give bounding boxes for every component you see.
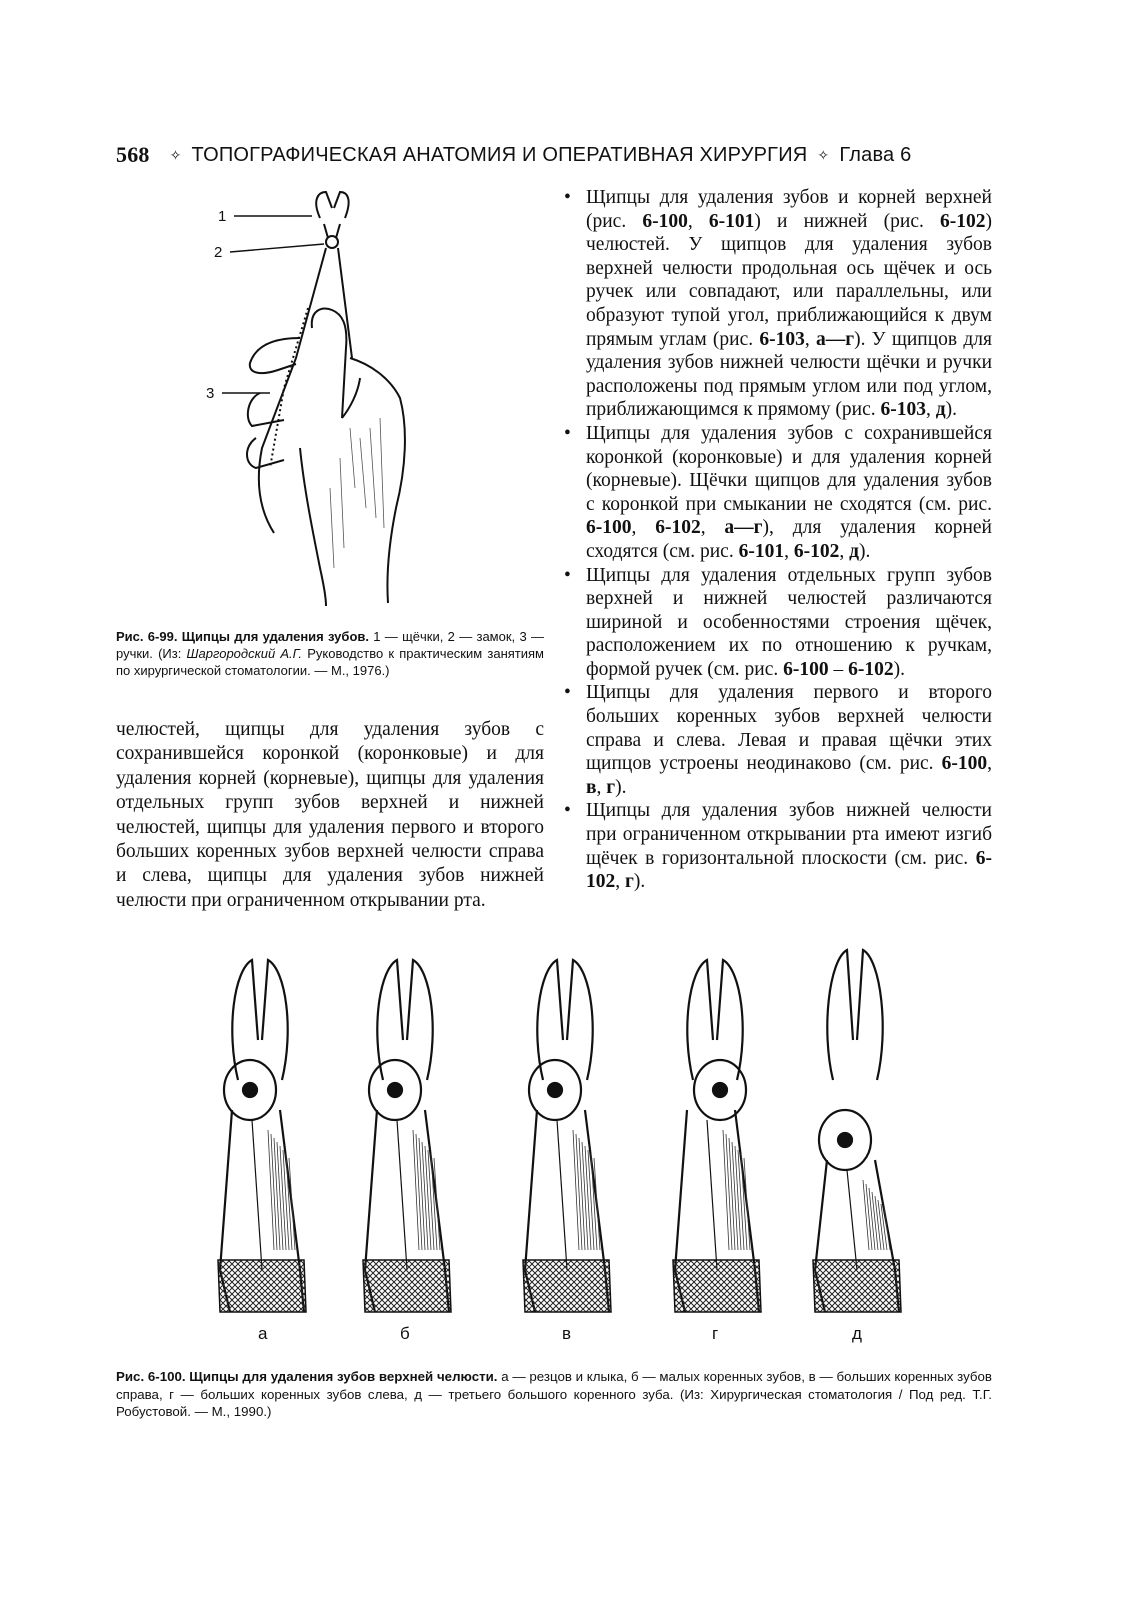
figure-reference: 6-103 [880, 399, 926, 421]
figure-reference: 6-100 [642, 210, 688, 232]
forceps-d [813, 950, 901, 1312]
caption-text: а — резцов и клыка, б — малых коренных зубов, в — больших коренных зубов справа, г — больших коренных зубов слева, д — третьего большого коренного зуба. (Из: Хирургическая стоматология / Под ред. Т.Г. Робустовой. — М., 1990.) [116, 1369, 992, 1419]
figure-reference: 6-101 [708, 210, 755, 232]
list-item-text: Щипцы для удаления зубов нижней челюсти при ограниченном открывании рта имеют изгиб щёчек в горизонтальной плоскости (см. рис. [586, 800, 992, 869]
figure-panel-letter: г [712, 1324, 719, 1343]
figure-panel-letter: б [400, 1324, 410, 1343]
figure-label-3: 3 [206, 385, 215, 402]
figure-reference: а—г [816, 328, 855, 350]
forceps-g [673, 960, 761, 1312]
figure-reference: 6-100 [586, 517, 632, 539]
chapter-label: Глава 6 [839, 143, 912, 166]
list-item [562, 422, 992, 564]
list-item-text: Щипцы для удаления первого и второго больших коренных зубов верхней челюсти справа и слева. Левая и правая щёчки этих щипцов устроены неодинаково (см. рис. [586, 682, 992, 775]
list-item-text: ), для удаления корней сходятся (см. рис. [586, 517, 992, 562]
list-item [562, 681, 992, 799]
forceps-a [218, 960, 306, 1312]
list-item-text: ). [893, 658, 905, 680]
figure-label-1: 1 [218, 208, 227, 225]
figure-reference: 6-102 [940, 210, 986, 232]
list-item [562, 186, 992, 422]
figure-reference: д [935, 399, 946, 421]
list-item-text: , [687, 210, 709, 232]
caption-author: Шаргородский А.Г. [186, 646, 303, 661]
figure-label-2: 2 [214, 244, 223, 261]
book-title: ТОПОГРАФИЧЕСКАЯ АНАТОМИЯ И ОПЕРАТИВНАЯ ХИРУРГИЯ [191, 143, 808, 166]
list-item-text: , [839, 540, 850, 562]
list-item-text: Щипцы для удаления отдельных групп зубов верхней и нижней челюстей различаются шириной и особенностями строения щёчек, расположением их по отношению к ручкам, формой ручек (см. рис. [586, 564, 992, 680]
list-item-text: ) и нижней (рис. [754, 210, 940, 232]
caption-source: Руководство к практическим занятиям по хирургической стоматологии. — М., 1976.) [116, 646, 544, 678]
list-item-text: ). [858, 540, 871, 562]
list-item-text: , [596, 776, 607, 798]
forceps-drawings [190, 940, 1000, 1320]
list-item-text: , [631, 517, 656, 539]
figure-reference: 6-100 [941, 753, 988, 775]
list-item-text: ). [633, 871, 646, 893]
caption-title: Рис. 6-100. Щипцы для удаления зубов верхней челюсти. [116, 1369, 498, 1384]
figure-reference: 6-101 [738, 540, 785, 562]
list-item-text: , [987, 753, 992, 775]
diamond-separator-icon: ✧ [817, 146, 830, 163]
list-item-text: ) челюстей. У щипцов для удаления зубов верхней челюсти продольная ось щёчек и ось ручек или совпадают, или параллельны, или образуют тупой угол, приближающийся к двум прямым углам (рис. [586, 210, 992, 350]
list-item [562, 799, 992, 893]
figure-panel-letter: в [562, 1324, 572, 1343]
caption-text: 1 — щёчки, 2 — замок, 3 — ручки. (Из: [116, 629, 544, 661]
figure-reference: 6-102 [655, 517, 701, 539]
diamond-separator-icon: ✧ [169, 146, 182, 163]
figure-reference: 6-103 [759, 328, 805, 350]
figure-6-100-caption [116, 1368, 992, 1421]
list-item-text: , [925, 399, 936, 421]
figure-reference: г [606, 776, 616, 798]
list-item-text: Щипцы для удаления зубов и корней верхней (рис. [586, 187, 992, 232]
figure-panel-letter: д [852, 1324, 862, 1343]
figure-reference: а—г [724, 517, 763, 539]
figure-panel-letter: а [258, 1324, 268, 1343]
figure-reference: 6-102 [793, 540, 840, 562]
caption-title: Рис. 6-99. Щипцы для удаления зубов. [116, 629, 369, 644]
figure-6-100-letters [0, 1324, 1131, 1348]
list-item-text: ). [945, 399, 957, 421]
list-item-text: ). [615, 776, 627, 798]
forceps-b [363, 960, 451, 1312]
figure-reference: 6-102 [848, 658, 894, 680]
list-item-text: , [615, 871, 625, 893]
forceps-v [523, 960, 611, 1312]
forceps-types-list [562, 186, 992, 894]
figure-6-99-illustration [200, 188, 460, 608]
list-item-text: , [700, 517, 725, 539]
figure-reference: д [849, 540, 859, 562]
figure-6-100-illustration [190, 940, 1000, 1320]
page-number: 568 [116, 142, 150, 167]
list-item-text: Щипцы для удаления зубов с сохранившейся коронкой (коронковые) и для удаления корней (корневые). Щёчки щипцов для удаления зубов с коронкой при смыкании не сходятся (см. рис. [586, 422, 992, 515]
figure-reference: в [586, 776, 597, 798]
figure-6-99-caption [116, 628, 544, 679]
list-item-text: ). У щипцов для удаления зубов нижней челюсти щёчки и ручки расположены под прямым углом или под углом, приближающимся к прямому (рис. [586, 328, 993, 421]
figure-reference: 6-102 [586, 847, 992, 893]
left-column-paragraph: челюстей, щипцы для удаления зубов с сохранившейся коронкой (коронковые) и для удаления корней (корневые), щипцы для удаления отдельных групп зубов верхней и нижней челюстей, щипцы для удаления первого и второго больших коренных зубов верхней челюсти справа и слева, щипцы для удаления зубов нижней челюсти при ограниченном открывании рта. [116, 719, 544, 911]
figure-reference: г [625, 871, 634, 893]
list-item-text: – [828, 658, 849, 680]
list-item-text: , [804, 328, 817, 350]
running-header [116, 138, 916, 172]
figure-reference: 6-100 [783, 658, 829, 680]
list-item [562, 564, 992, 682]
list-item-text: , [784, 540, 794, 562]
